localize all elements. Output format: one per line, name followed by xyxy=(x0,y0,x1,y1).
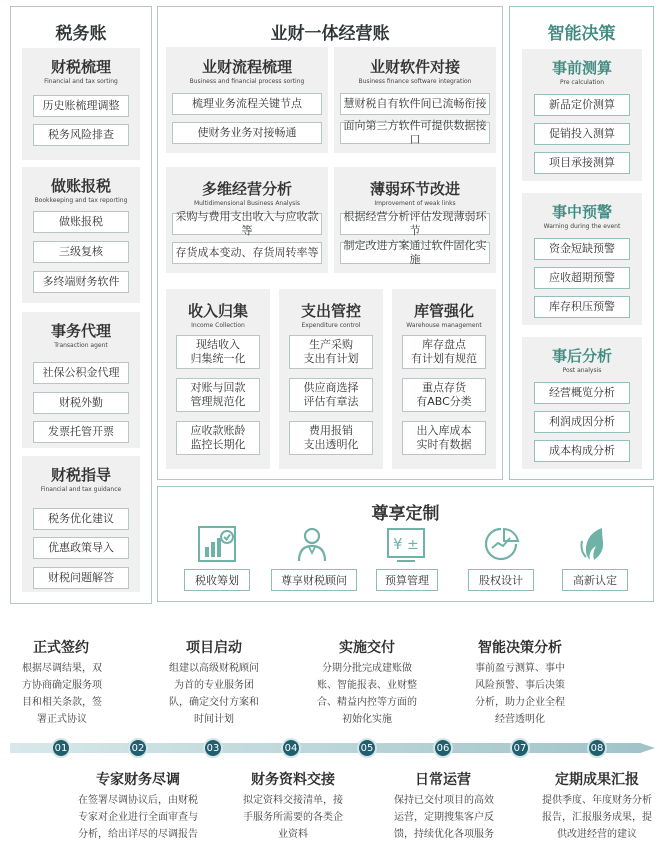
section-title: 事前测算 xyxy=(551,59,612,77)
custom-item-tax-planning: 税收筹划 xyxy=(184,569,250,591)
list-item: 财税外勤 xyxy=(33,392,129,414)
svg-text:¥: ¥ xyxy=(393,535,403,553)
section-subtitle: Transaction agent xyxy=(54,342,108,349)
section-title: 做账报税 xyxy=(50,177,111,195)
list-item: 慧财税自有软件间已流畅衔接 xyxy=(340,93,490,115)
timeline-arrow xyxy=(10,737,655,759)
tax-ledger-title: 税务账 xyxy=(55,24,107,44)
step-desc: 事前盈亏测算、事中 风险预警、事后决策 分析，助力企业全程 经营透明化 xyxy=(475,663,565,725)
step-desc: 提供季度、年度财务分析 报告，汇报服务成果，提 供改进经营的建议 xyxy=(542,795,652,840)
section-multidim-analysis xyxy=(166,167,328,273)
section-financial-sorting xyxy=(22,48,140,160)
step-number: 02 xyxy=(128,738,148,758)
step-number: 07 xyxy=(510,738,530,758)
list-item: 优惠政策导入 xyxy=(33,537,129,559)
section-title: 事中预警 xyxy=(551,203,612,221)
section-title: 收入归集 xyxy=(187,302,248,320)
section-title: 业财软件对接 xyxy=(369,58,460,76)
step-title: 专家财务尽调 xyxy=(96,772,180,788)
list-item: 应收超期预警 xyxy=(534,267,630,289)
section-weak-links xyxy=(334,167,496,273)
step-title: 实施交付 xyxy=(339,640,395,656)
section-warning xyxy=(522,193,642,325)
step-desc: 分期分批完成建账做 账、智能报表、业财整 合、精益内控等方面的 初始化实施 xyxy=(317,663,417,725)
list-item: 费用报销 支出透明化 xyxy=(289,421,373,455)
list-item: 应收款账龄 监控长期化 xyxy=(176,421,260,455)
step-desc: 拟定资料交接清单，接 手服务所需要的各类企 业资料 xyxy=(243,795,343,840)
tax-ledger-column xyxy=(10,6,152,604)
section-process-sorting xyxy=(166,47,328,153)
list-item: 项目承接测算 xyxy=(534,152,630,174)
list-item: 生产采购 支出有计划 xyxy=(289,335,373,369)
section-warehouse-management xyxy=(392,289,496,469)
list-item: 梳理业务流程关键节点 xyxy=(172,93,322,115)
list-item: 存货成本变动、存货周转率等 xyxy=(172,242,322,264)
section-title: 多维经营分析 xyxy=(201,180,292,198)
budget-icon xyxy=(385,525,427,563)
custom-title: 尊享定制 xyxy=(371,504,440,524)
list-item: 经营概览分析 xyxy=(534,382,630,404)
list-item: 根据经营分析评估发现薄弱环节 xyxy=(340,213,490,235)
section-subtitle: Business finance software integration xyxy=(358,78,472,85)
step-title: 智能决策分析 xyxy=(478,640,562,656)
section-subtitle: Post analysis xyxy=(562,367,602,374)
section-expenditure-control xyxy=(279,289,383,469)
step-desc: 组建以高级财税顾问 为首的专业服务团 队，确定交付方案和 时间计划 xyxy=(169,663,259,725)
section-subtitle: Financial and tax guidance xyxy=(40,486,122,493)
section-transaction-agent xyxy=(22,312,140,448)
custom-item-tax-advisor: 尊享财税顾问 xyxy=(271,569,357,591)
list-item: 使财务业务对接畅通 xyxy=(172,122,322,144)
hightech-icon xyxy=(574,525,616,563)
section-subtitle: Warning during the event xyxy=(543,223,621,230)
list-item: 现结收入 归集统一化 xyxy=(176,335,260,369)
custom-item-hightech: 高新认定 xyxy=(562,569,628,591)
section-subtitle: Improvement of weak links xyxy=(374,200,456,207)
step-title: 日常运营 xyxy=(415,772,471,788)
list-item: 对账与回款 管理规范化 xyxy=(176,378,260,412)
section-tax-guidance xyxy=(22,456,140,592)
smart-decision-column xyxy=(509,6,654,480)
section-subtitle: Business and financial process sorting xyxy=(189,78,305,85)
list-item: 促销投入测算 xyxy=(534,123,630,145)
list-item: 利润成因分析 xyxy=(534,411,630,433)
list-item: 出入库成本 实时有数据 xyxy=(402,421,486,455)
smart-decision-title: 智能决策 xyxy=(547,24,616,44)
list-item: 库存积压预警 xyxy=(534,296,630,318)
list-item: 采购与费用支出收入与应收款等 xyxy=(172,213,322,235)
step-desc: 保持已交付项目的高效 运营，定期搜集客户反 馈，持续优化各项服务 xyxy=(394,795,494,840)
section-title: 事务代理 xyxy=(50,322,111,340)
svg-text:±: ± xyxy=(407,537,419,553)
list-item: 历史账梳理调整 xyxy=(33,95,129,117)
custom-service-panel xyxy=(157,486,654,602)
section-subtitle: Pre calculation xyxy=(559,79,605,86)
step-desc: 在签署尽调协议后，由财税 专家对企业进行全面审查与 分析，给出详尽的尽调报告 xyxy=(78,795,198,840)
section-title: 库管强化 xyxy=(413,302,474,320)
list-item: 发票托管开票 xyxy=(33,421,129,443)
section-title: 薄弱环节改进 xyxy=(369,180,460,198)
step-number: 03 xyxy=(203,738,223,758)
equity-icon xyxy=(480,525,522,563)
list-item: 做账报税 xyxy=(33,211,129,233)
step-title: 财务资料交接 xyxy=(251,772,335,788)
list-item: 重点存货 有ABC分类 xyxy=(402,378,486,412)
list-item: 税务风险排查 xyxy=(33,124,129,146)
section-subtitle: Bookkeeping and tax reporting xyxy=(34,197,128,204)
list-item: 资金短缺预警 xyxy=(534,238,630,260)
step-desc: 根据尽调结果，双 方协商确定服务项 目和相关条款，签 署正式协议 xyxy=(22,663,102,725)
step-number: 05 xyxy=(357,738,377,758)
section-post-analysis xyxy=(522,337,642,469)
list-item: 三级复核 xyxy=(33,241,129,263)
step-title: 正式签约 xyxy=(33,640,89,656)
step-title: 项目启动 xyxy=(186,640,242,656)
section-subtitle: Income Collection xyxy=(191,322,245,329)
step-number: 01 xyxy=(51,738,71,758)
section-title: 财税梳理 xyxy=(50,58,111,76)
list-item: 面向第三方软件可提供数据接口 xyxy=(340,122,490,144)
section-subtitle: Warehouse management xyxy=(406,322,482,329)
section-pre-calculation xyxy=(522,49,642,181)
step-number: 08 xyxy=(587,738,607,758)
chart-check-icon xyxy=(196,525,238,563)
section-title: 事后分析 xyxy=(551,347,612,365)
step-number: 04 xyxy=(281,738,301,758)
list-item: 税务优化建议 xyxy=(33,508,129,530)
section-title: 支出管控 xyxy=(300,302,361,320)
step-title: 定期成果汇报 xyxy=(555,772,639,788)
list-item: 库存盘点 有计划有规范 xyxy=(402,335,486,369)
list-item: 新品定价测算 xyxy=(534,94,630,116)
section-income-collection xyxy=(166,289,270,469)
integration-title: 业财一体经营账 xyxy=(270,24,390,44)
step-number: 06 xyxy=(433,738,453,758)
list-item: 社保公积金代理 xyxy=(33,362,129,384)
custom-item-equity: 股权设计 xyxy=(468,569,534,591)
list-item: 制定改进方案通过软件固化实施 xyxy=(340,242,490,264)
section-bookkeeping xyxy=(22,167,140,303)
section-subtitle: Multidimensional Business Analysis xyxy=(193,200,301,207)
advisor-icon xyxy=(291,525,333,563)
custom-item-budget: 预算管理 xyxy=(376,569,438,591)
list-item: 供应商选择 评估有章法 xyxy=(289,378,373,412)
section-subtitle: Expenditure control xyxy=(301,322,361,329)
section-subtitle: Financial and tax sorting xyxy=(44,78,118,85)
section-title: 财税指导 xyxy=(50,466,111,484)
integration-column xyxy=(157,6,503,480)
list-item: 成本构成分析 xyxy=(534,440,630,462)
section-software-integration xyxy=(334,47,496,153)
section-title: 业财流程梳理 xyxy=(201,58,292,76)
list-item: 财税问题解答 xyxy=(33,567,129,589)
list-item: 多终端财务软件 xyxy=(33,271,129,293)
